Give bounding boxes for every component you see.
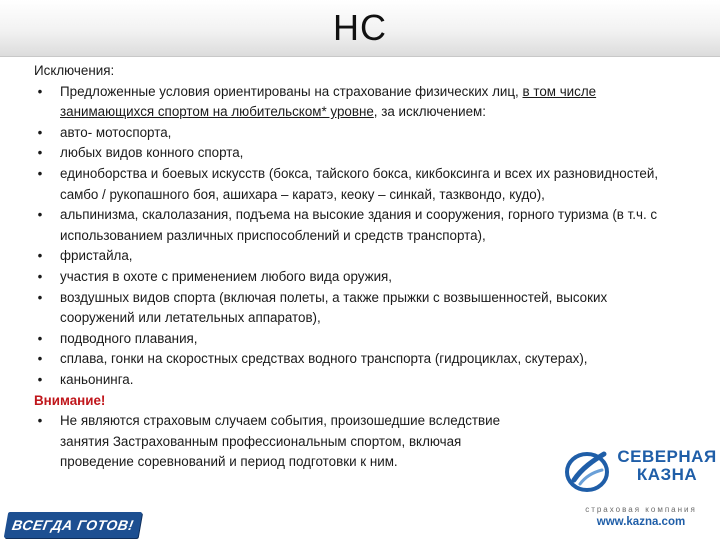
intro-underlined-text: в том числе занимающихся спортом на любительском* уровне — [60, 83, 597, 120]
logo-emblem-icon — [564, 446, 610, 494]
bullet-icon: • — [37, 207, 43, 223]
list-item — [34, 329, 684, 350]
bullet-icon: • — [37, 413, 43, 429]
slide-content — [34, 61, 684, 473]
bullet-icon: • — [37, 83, 43, 99]
list-item — [34, 288, 684, 329]
bullet-icon: • — [37, 289, 43, 305]
exclusion-text: любых видов конного спорта, — [60, 145, 244, 161]
bullet-icon: • — [37, 165, 43, 181]
list-item — [34, 246, 684, 267]
intro-suffix: , за исключением: — [373, 104, 486, 120]
exclusion-text: каньонинга. — [60, 371, 134, 387]
exclusion-text: сплава, гонки на скоростных средствах водного транспорта (гидроциклах, скутерах), — [60, 351, 588, 367]
bullet-icon: • — [37, 268, 43, 284]
exclusion-text: подводного плавания, — [60, 330, 198, 346]
bullet-icon: • — [37, 351, 43, 367]
exclusion-text: участия в охоте с применением любого вида оружия, — [60, 268, 393, 284]
exclusions-list — [34, 82, 684, 391]
list-item — [34, 123, 684, 144]
exclusion-text: альпинизма, скалолазания, подъема на высокие здания и сооружения, горного туризма (в т.ч. с использованием различных приспособлений и средств транспорта), — [60, 207, 658, 243]
exclusion-text: фристайла, — [60, 248, 133, 264]
slide-title: НС — [333, 7, 387, 48]
exclusion-text: единоборства и боевых искусств (бокса, тайского бокса, кикбоксинга и всех их разновидностей, самбо / рукопашного боя, ашихара – каратэ, кеоку – синкай, тазквондо, кудо), — [60, 165, 659, 202]
list-item — [34, 370, 684, 391]
logo-name-line1: СЕВЕРНАЯ — [617, 447, 717, 466]
list-item — [34, 164, 684, 205]
attention-text: Не являются страховым случаем события, произошедшие вследствие занятия Застрахованным профессиональным спортом, включая проведение соревнований и период подготовки к ним. — [60, 413, 501, 470]
bullet-icon: • — [37, 371, 43, 387]
logo-name-line2: КАЗНА — [636, 465, 698, 484]
bullet-icon: • — [37, 248, 43, 264]
list-item — [34, 143, 684, 164]
logo-url[interactable]: www.kazna.com — [596, 516, 686, 528]
logo-subtitle: страховая компания — [585, 505, 697, 514]
company-logo — [560, 444, 720, 534]
exclusion-text: авто- мотоспорта, — [60, 124, 172, 140]
slogan-badge: ВСЕГДА ГОТОВ! — [4, 512, 143, 538]
attention-heading: Внимание! — [34, 392, 106, 408]
list-item — [34, 349, 684, 370]
bullet-icon: • — [37, 124, 43, 140]
intro-item — [34, 82, 684, 123]
exclusion-text: воздушных видов спорта (включая полеты, а также прыжки с возвышенностей, высоких сооружений или летательных аппаратов), — [60, 289, 608, 326]
bullet-icon: • — [37, 145, 43, 161]
intro-text: Предложенные условия ориентированы на страхование физических лиц, — [60, 83, 523, 99]
exclusions-heading: Исключения: — [34, 63, 115, 78]
list-item — [34, 267, 684, 288]
list-item — [34, 205, 684, 246]
bullet-icon: • — [37, 330, 43, 346]
logo-name — [612, 448, 720, 484]
